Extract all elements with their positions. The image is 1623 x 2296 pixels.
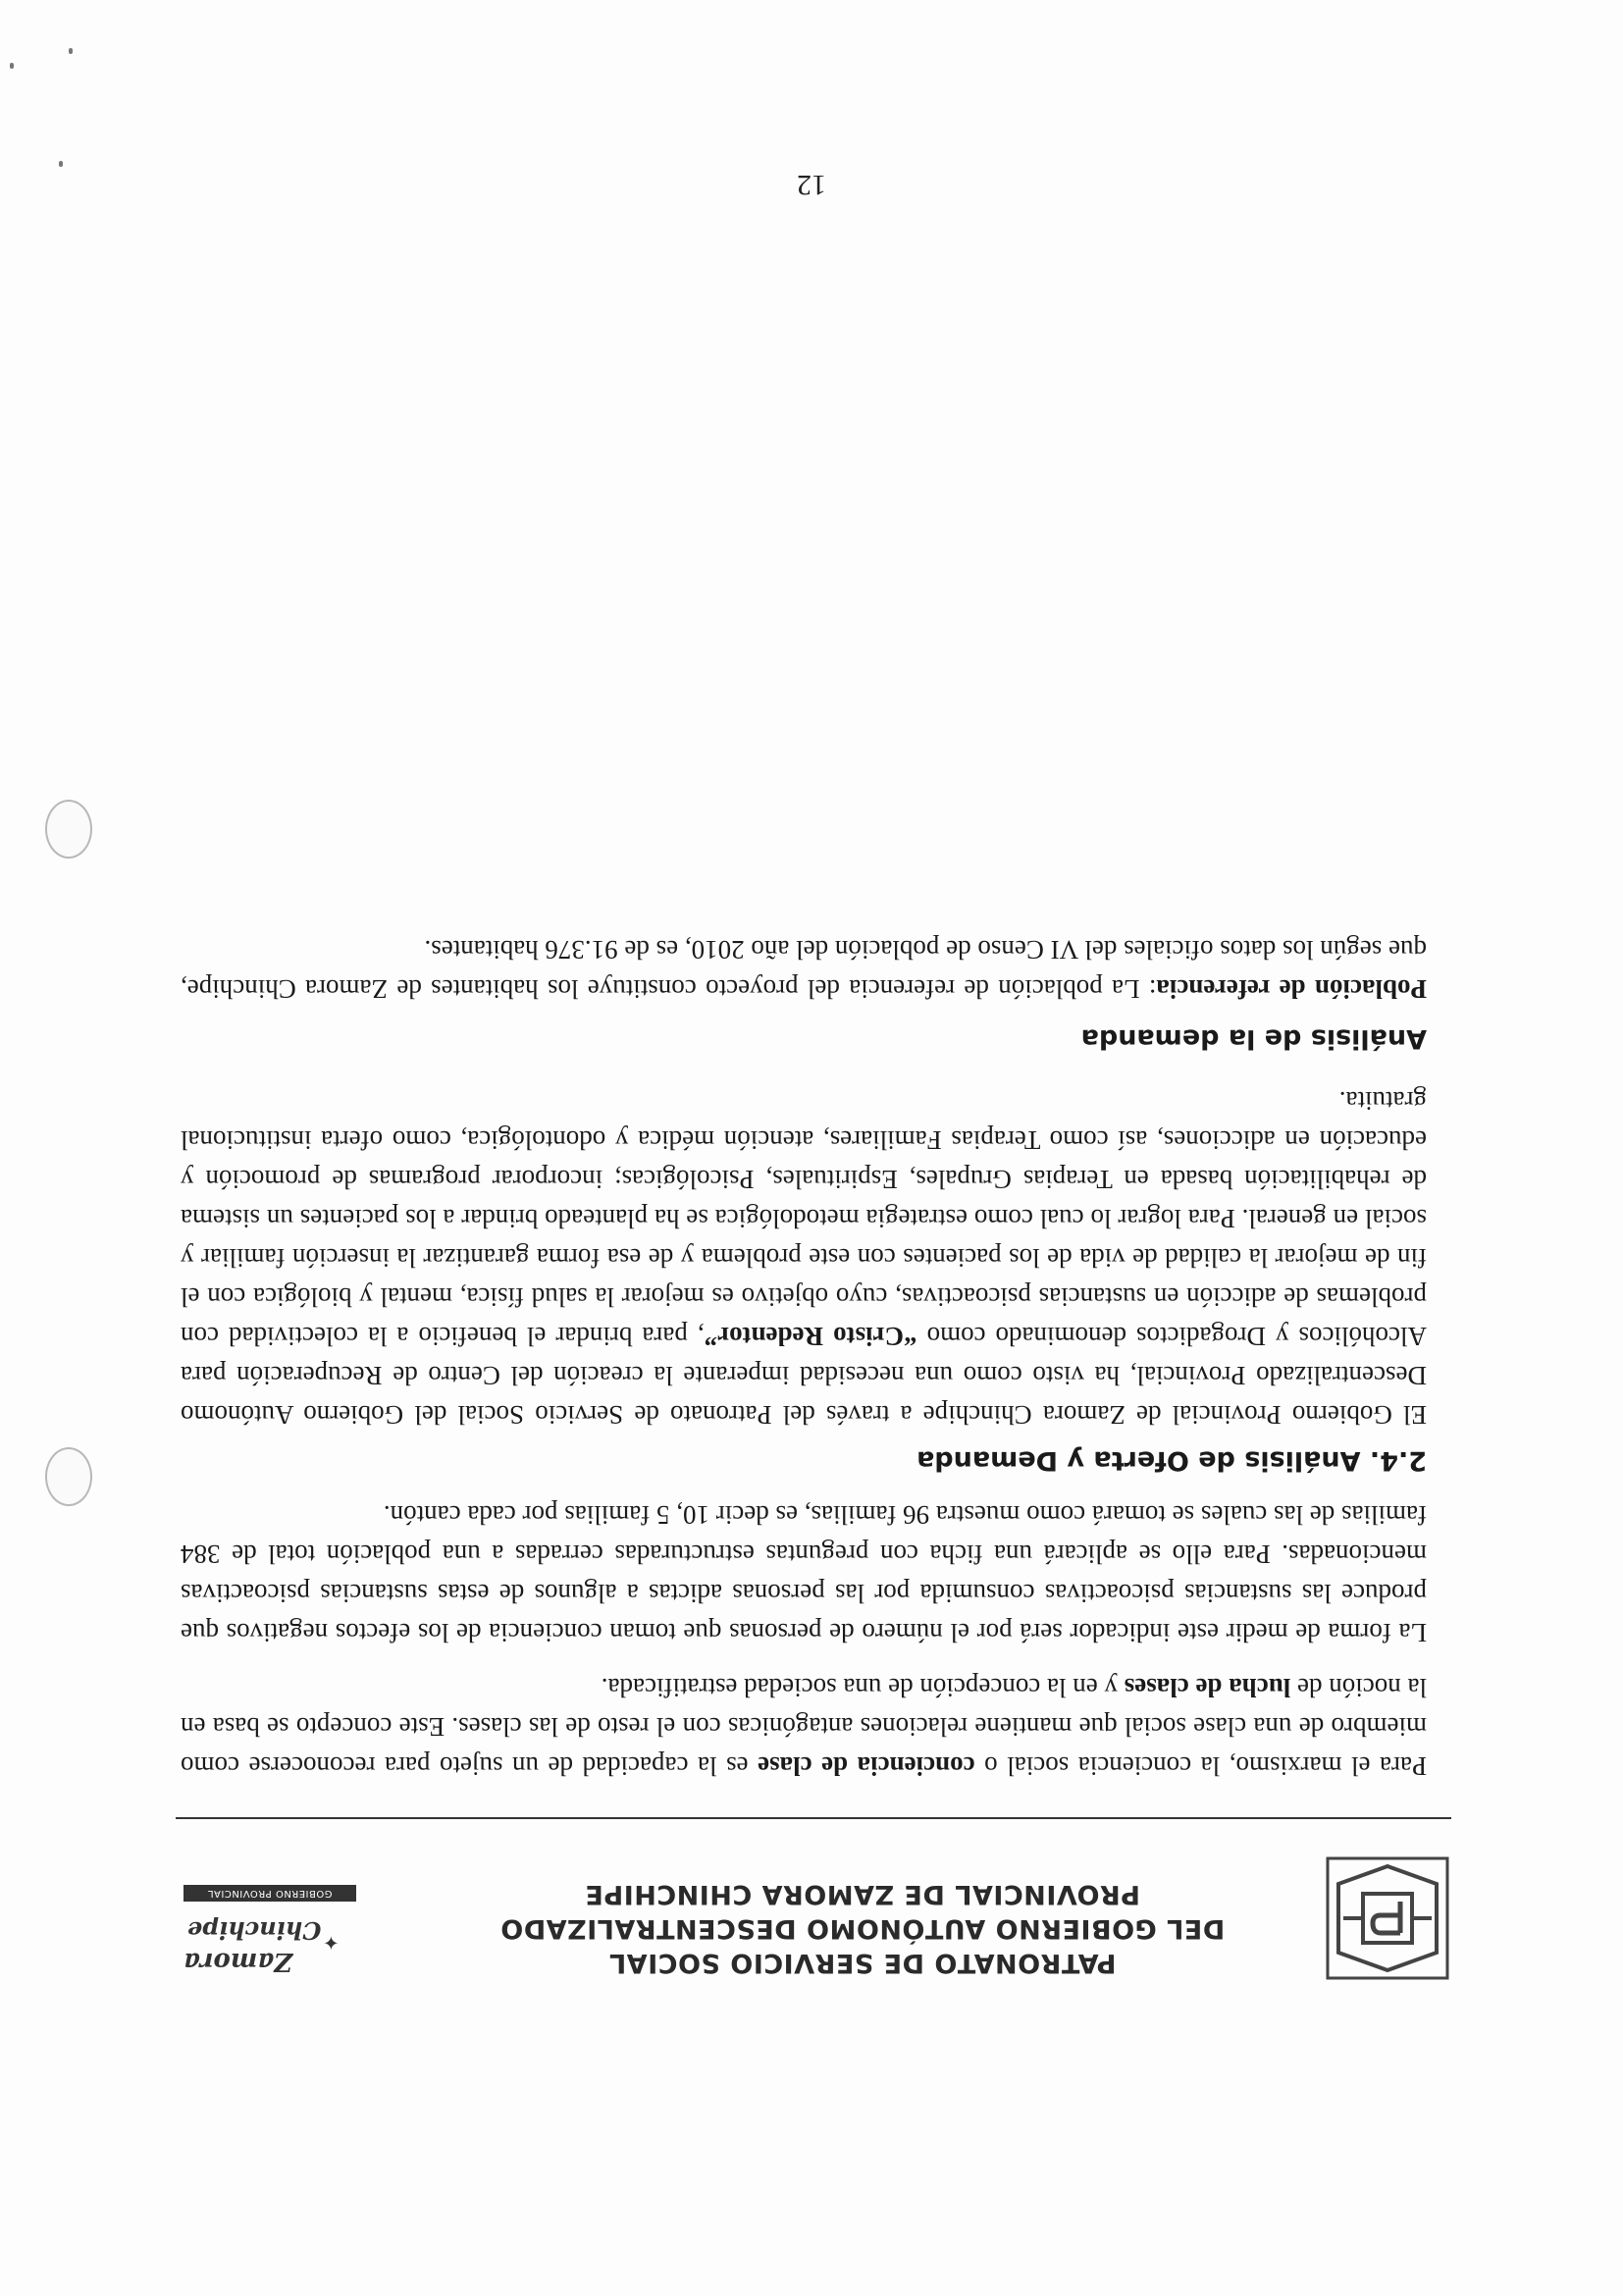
patronato-emblem-icon	[1324, 1854, 1451, 1982]
institution-title-line-2: DEL GOBIERNO AUTÓNOMO DESCENTRALIZADO	[499, 1913, 1226, 1944]
paragraph-gobierno-provincial	[181, 1081, 1427, 1435]
text-run: y en la concepción de una sociedad estratificada.	[601, 1673, 1125, 1702]
institution-title	[421, 1877, 1304, 1980]
bold-term-poblacion-referencia: Población de referencia	[1156, 974, 1427, 1004]
logo-figure-icon: ✦	[323, 1931, 340, 1953]
punch-hole	[45, 1447, 92, 1506]
subsection-heading-demanda: Análisis de la demanda	[1080, 1023, 1427, 1054]
scan-speck	[59, 161, 63, 167]
logo-text-chinchipe: Chinchipe	[187, 1916, 322, 1945]
logo-text-zamora: Zamora	[183, 1947, 293, 1976]
text-run: es la capacidad de un sujeto para reconocerse como miembro de una clase social que mantiene relaciones antagónicas con el resto de las clases. Este concepto se basa en la noción de	[181, 1673, 1427, 1781]
document-body	[181, 914, 1427, 1786]
bold-term-cristo-redentor: “Cristo Redentor”	[704, 1322, 917, 1351]
text-run: El Gobierno Provincial de Zamora Chinchipe a través del Patronato de Servicio Social del Gobierno Autónomo Descentralizado Provincial, ha visto como una necesidad imperante la creación del Centro de Recuperación para Alcohólicos y Drogadictos denominado como	[181, 1322, 1427, 1430]
header-divider	[176, 1817, 1451, 1819]
bold-term-conciencia-de-clase: conciencia de clase	[758, 1751, 975, 1781]
paragraph-indicador: La forma de medir este indicador será por el número de personas que toman conciencia de los efectos negativos que produce las sustancias psicoactivas consumida por las personas adictas a algunos de estas sustancias psicoactivas mencionadas. Para ello se aplicará una ficha con preguntas estructuradas cerradas a una población total de 384 familias de las cuales se tomará como muestra 96 familias, es decir 10, 5 familias por cada cantón.	[181, 1500, 1427, 1647]
institution-title-line-3: PROVINCIAL DE ZAMORA CHINCHIPE	[584, 1879, 1141, 1909]
bold-term-lucha-de-clases: lucha de clases	[1124, 1673, 1291, 1702]
scan-speck	[10, 63, 14, 69]
page-number: 12	[797, 169, 826, 201]
text-run: Para el marxismo, la conciencia social o	[974, 1751, 1427, 1781]
institution-title-line-1: PATRONATO DE SERVICIO SOCIAL	[608, 1948, 1117, 1978]
punch-hole	[45, 800, 92, 859]
paragraph-poblacion-referencia	[181, 930, 1427, 1009]
letterhead	[176, 1845, 1451, 1992]
paragraph-marxismo	[181, 1668, 1427, 1786]
text-run: : La población de referencia del proyecto constituye los habitantes de Zamora Chinchipe, que según los datos oficiales del VI Censo de población del año 2010, es de 91.376 habitantes.	[181, 935, 1427, 1004]
logo-subtitle: GOBIERNO PROVINCIAL	[183, 1885, 356, 1902]
text-run: , para brindar el beneficio a la colectividad con problemas de adicción en sustancias psicoactivas, cuyo objetivo es mejorar la salud física, mental y biológica con el fin de mejorar la calidad de vida de los pacientes con este problema y de esa forma garantizar la inserción familiar y social en general. Para lograr lo cual como estrategia metodológica se ha planteado brindar a los pacientes un sistema de rehabilitación basada en Terapias Grupales, Espirituales, Psicológicas; incorporar programas de promoción y educación en adicciones, así como Terapias Familiares, atención médica y odontológica, como oferta institucional gratuita.	[181, 1086, 1427, 1351]
section-heading-oferta-demanda: 2.4. Análisis de Oferta y Demanda	[916, 1445, 1427, 1476]
scan-speck	[69, 48, 73, 54]
zamora-chinchipe-logo	[176, 1861, 362, 1984]
